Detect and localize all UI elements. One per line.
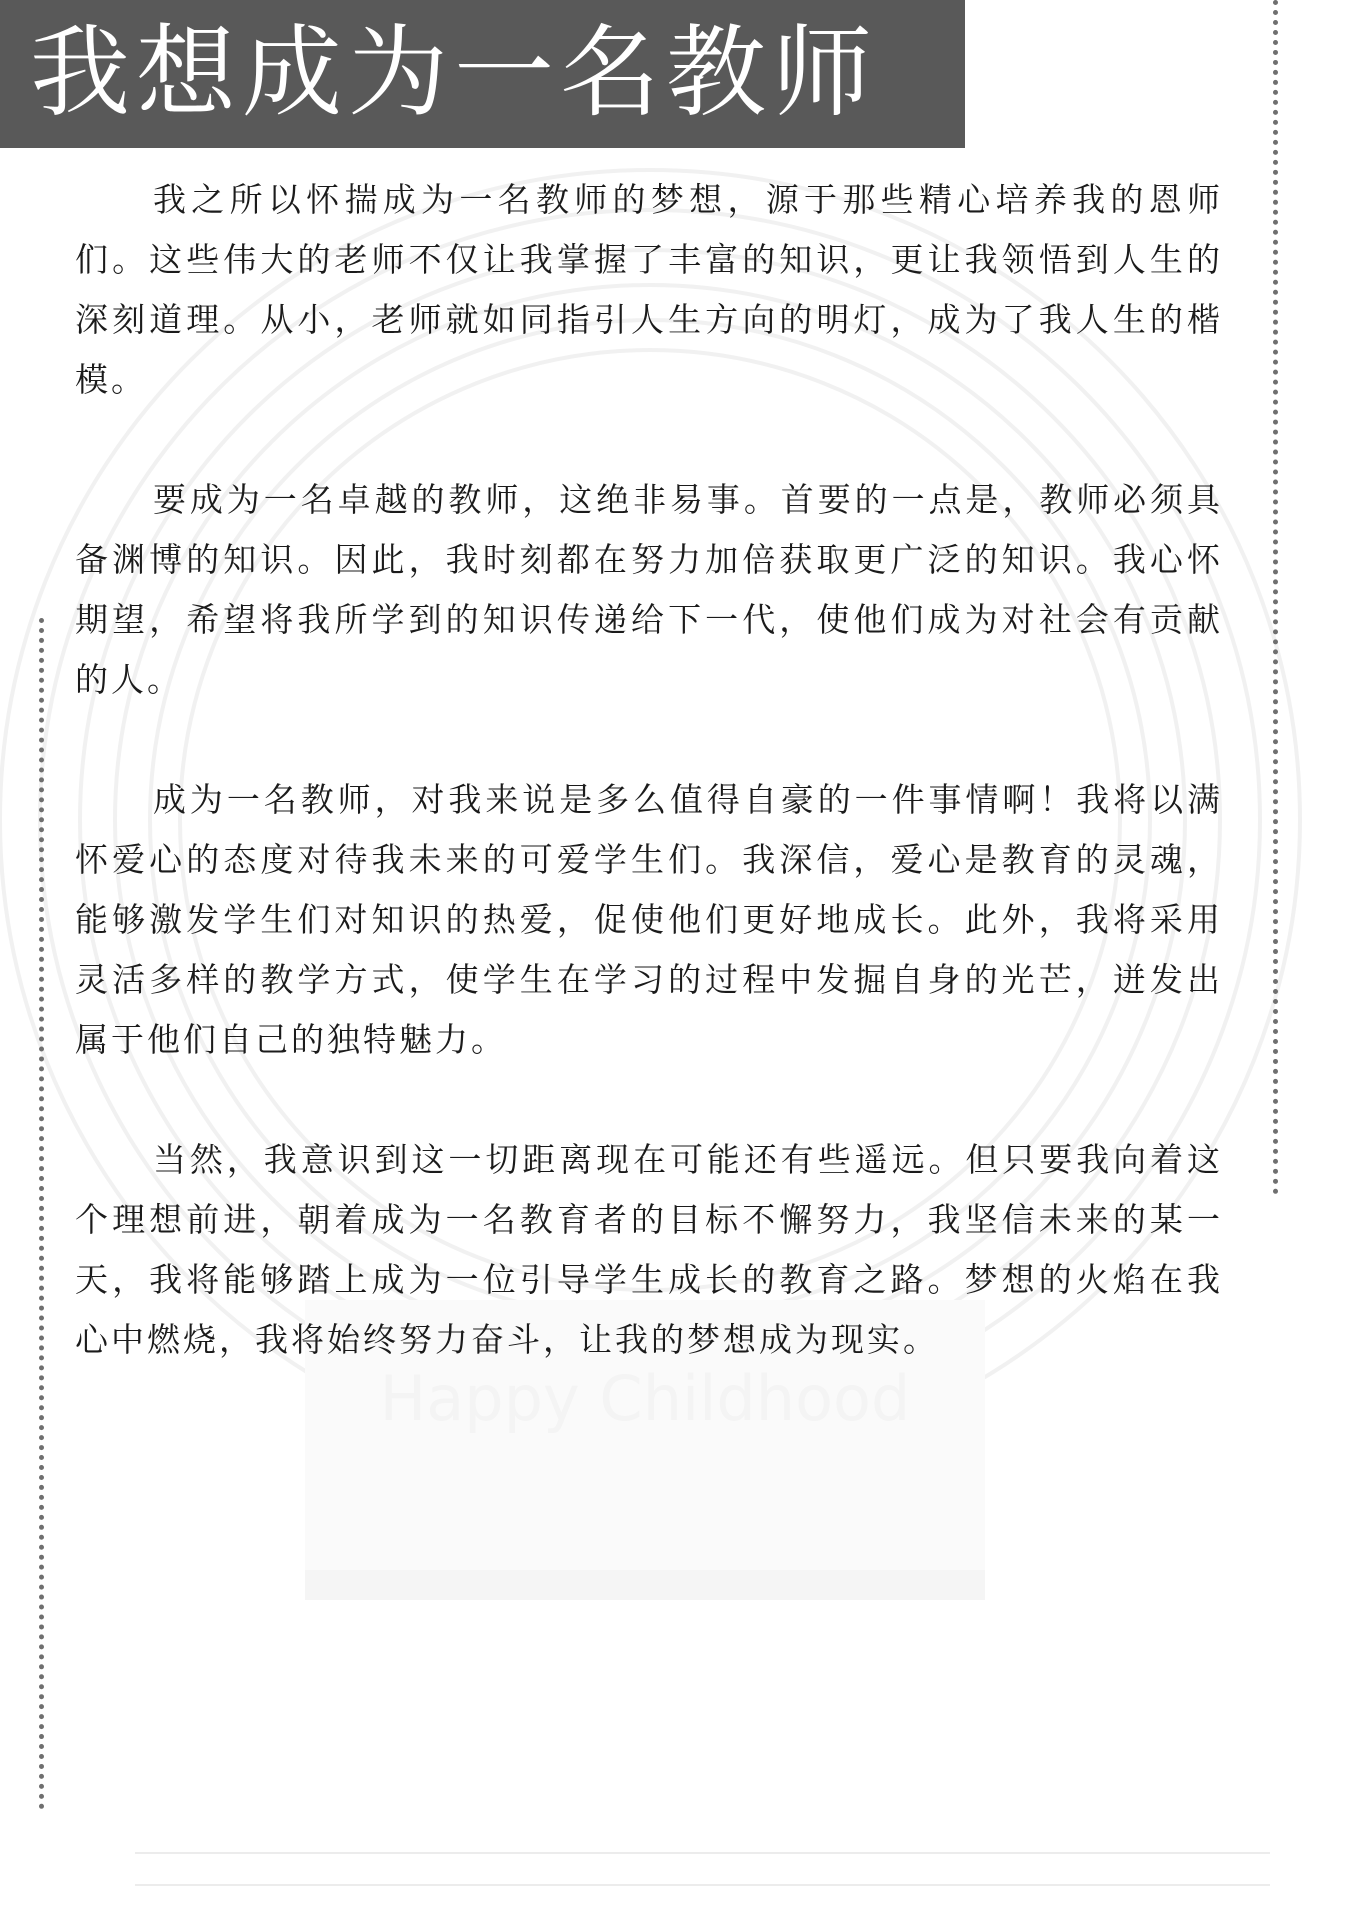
paragraph-2: 要成为一名卓越的教师，这绝非易事。首要的一点是，教师必须具备渊博的知识。因此，我时刻都在努力加倍获取更广泛的知识。我心怀期望，希望将我所学到的知识传递给下一代，使他们成为对社会有贡献的人。 — [75, 480, 1223, 699]
paragraph-4: 当然，我意识到这一切距离现在可能还有些遥远。但只要我向着这个理想前进，朝着成为一名教育者的目标不懈努力，我坚信未来的某一天，我将能够踏上成为一位引导学生成长的教育之路。梦想的火焰在我心中燃烧，我将始终努力奋斗，让我的梦想成为现实。 — [75, 1140, 1223, 1359]
paragraph-1: 我之所以怀揣成为一名教师的梦想，源于那些精心培养我的恩师们。这些伟大的老师不仅让我掌握了丰富的知识，更让我领悟到人生的深刻道理。从小，老师就如同指引人生方向的明灯，成为了我人生的楷模。 — [75, 180, 1223, 399]
bottom-rule — [135, 1852, 1270, 1886]
essay-body — [75, 170, 1223, 1430]
watermark-text: Happy Childhood — [379, 1362, 911, 1435]
left-dotted-border — [39, 618, 44, 1810]
paragraph-3: 成为一名教师，对我来说是多么值得自豪的一件事情啊！我将以满怀爱心的态度对待我未来的可爱学生们。我深信，爱心是教育的灵魂，能够激发学生们对知识的热爱，促使他们更好地成长。此外，我将采用灵活多样的教学方式，使学生在学习的过程中发掘自身的光芒，迸发出属于他们自己的独特魅力。 — [75, 780, 1223, 1059]
title-banner — [0, 0, 965, 148]
right-dotted-border — [1273, 0, 1278, 1195]
page-title: 我想成为一名教师 — [30, 14, 878, 131]
